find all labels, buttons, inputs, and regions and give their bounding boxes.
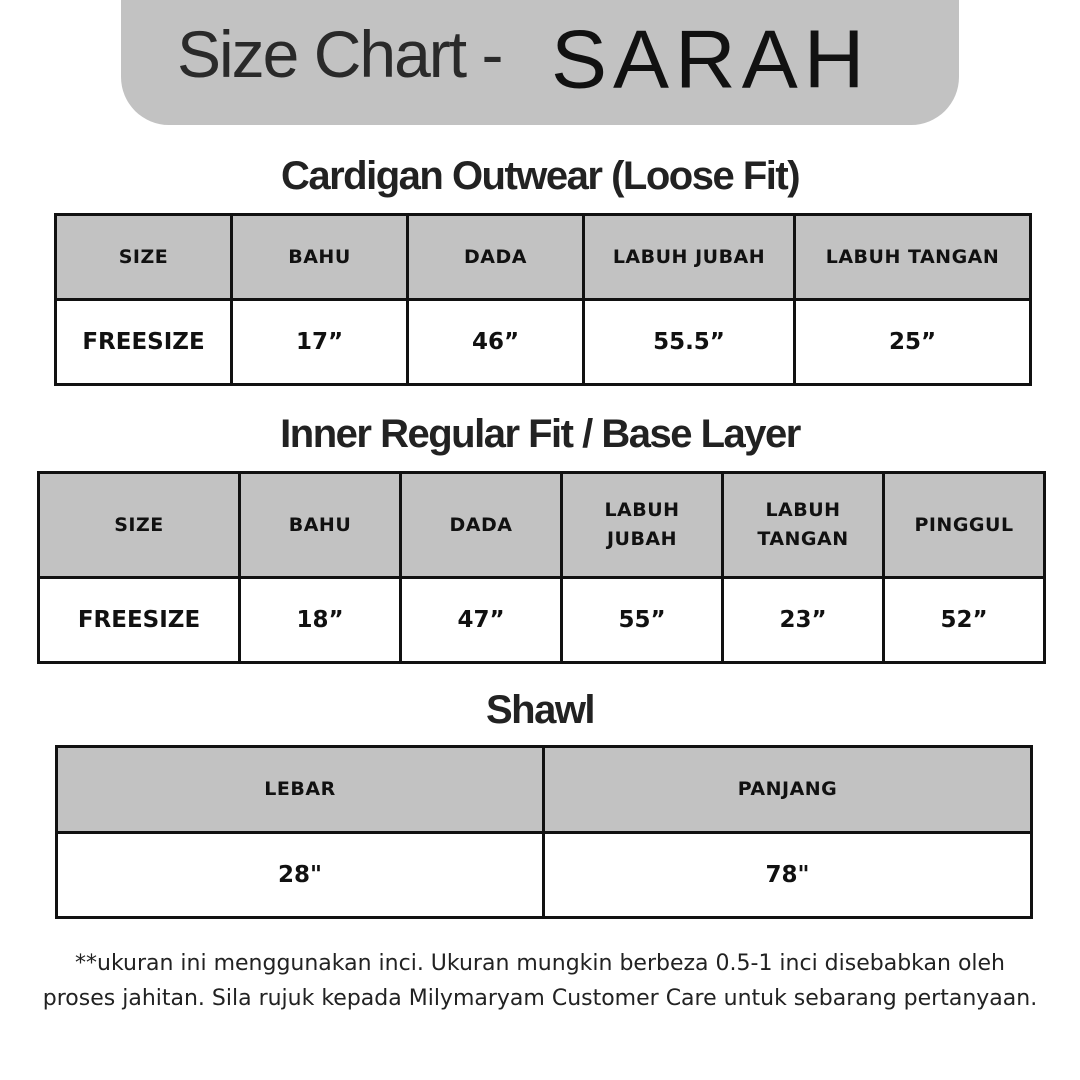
size-table-inner (37, 471, 1046, 664)
column-header: LABUH JUBAH (562, 473, 723, 578)
brand-logo-text: SARAH (551, 12, 871, 106)
table-row (39, 578, 1045, 663)
table-cell: 46” (408, 300, 584, 385)
table-cell: FREESIZE (39, 578, 240, 663)
column-header: SIZE (39, 473, 240, 578)
section-title-cardigan: Cardigan Outwear (Loose Fit) (280, 154, 800, 198)
column-header: LABUH JUBAH (584, 215, 795, 300)
section-title-shawl: Shawl (485, 688, 595, 732)
table-header-row (57, 747, 1032, 833)
column-header: DADA (408, 215, 584, 300)
table-row (57, 833, 1032, 918)
table-cell: FREESIZE (56, 300, 232, 385)
size-table-shawl (55, 745, 1033, 919)
size-table-cardigan (54, 213, 1032, 386)
table-cell: 55.5” (584, 300, 795, 385)
table-header-row (56, 215, 1031, 300)
footnote: **ukuran ini menggunakan inci. Ukuran mungkin berbeza 0.5-1 inci disebabkan oleh proses jahitan. Sila rujuk kepada Milymaryam Customer Care untuk sebarang pertanyaan. (42, 951, 1038, 1011)
column-header: SIZE (56, 215, 232, 300)
table-header-row (39, 473, 1045, 578)
column-header: LABUH TANGAN (723, 473, 884, 578)
table-cell: 18” (240, 578, 401, 663)
table-row (56, 300, 1031, 385)
header-label: Size Chart - (177, 17, 502, 91)
column-header: LEBAR (57, 747, 544, 833)
column-header: BAHU (240, 473, 401, 578)
table-cell: 78" (544, 833, 1032, 918)
table-cell: 55” (562, 578, 723, 663)
table-cell: 25” (795, 300, 1031, 385)
column-header: PINGGUL (884, 473, 1045, 578)
table-cell: 47” (401, 578, 562, 663)
table-cell: 28" (57, 833, 544, 918)
table-cell: 17” (232, 300, 408, 385)
column-header: BAHU (232, 215, 408, 300)
table-cell: 23” (723, 578, 884, 663)
column-header: PANJANG (544, 747, 1032, 833)
column-header: LABUH TANGAN (795, 215, 1031, 300)
header-banner (121, 0, 959, 125)
section-title-inner: Inner Regular Fit / Base Layer (280, 412, 800, 456)
column-header: DADA (401, 473, 562, 578)
table-cell: 52” (884, 578, 1045, 663)
